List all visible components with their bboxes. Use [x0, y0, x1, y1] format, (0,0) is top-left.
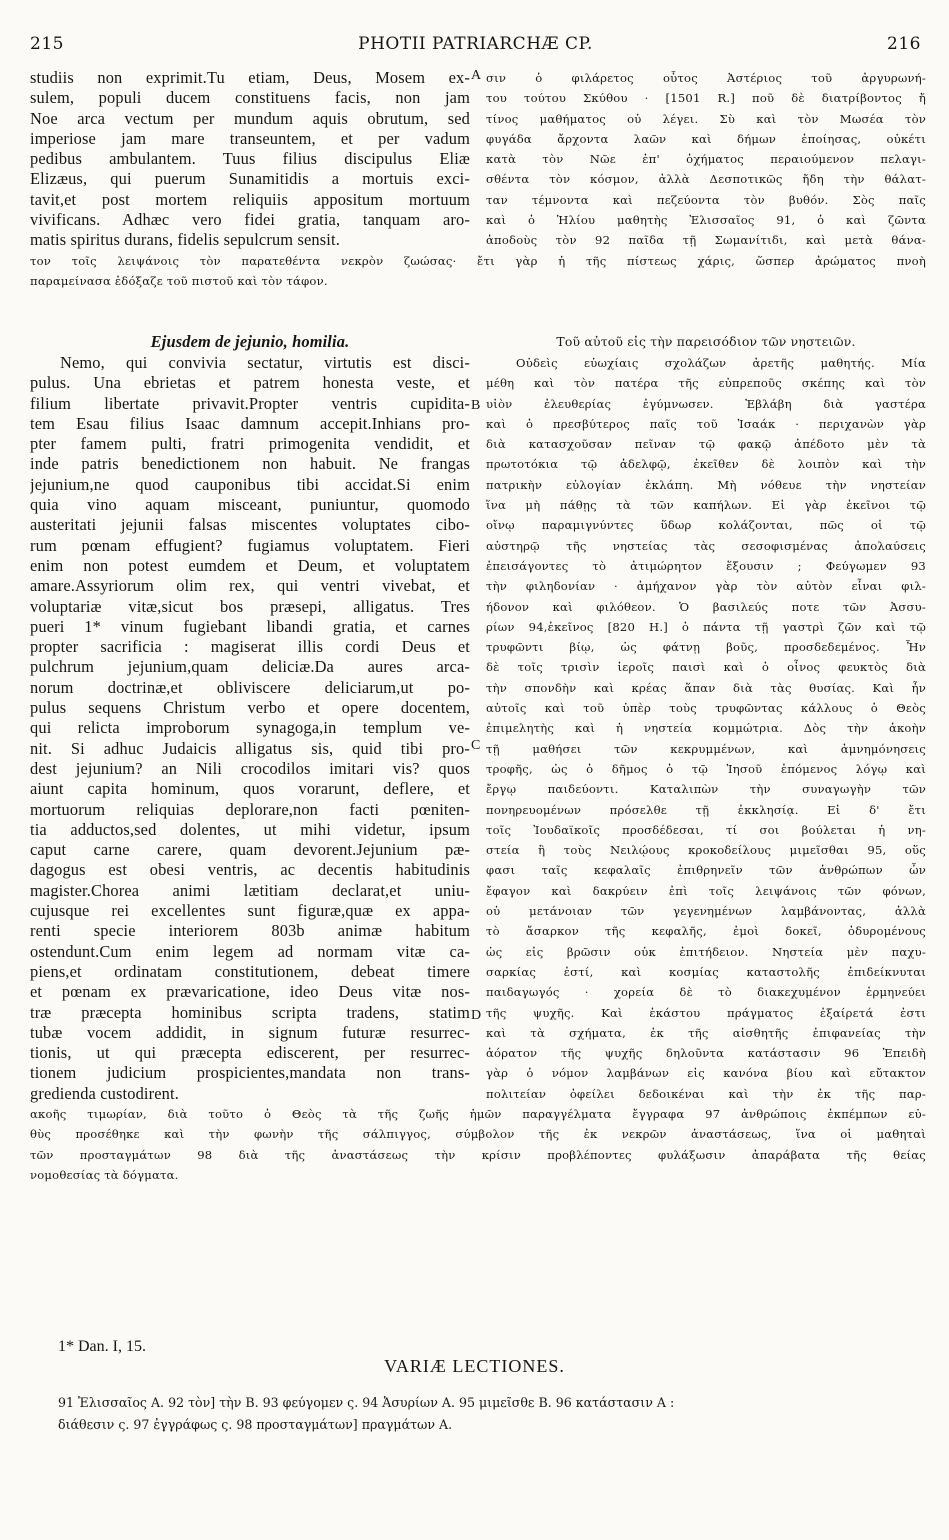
text-line: filium libertate privavit.Propter ventris cupidita- — [30, 393, 470, 413]
variant-reading-line: 91 Ἐλισσαῖος A. 92 τὸν] τὴν B. 93 φεύγομεν ς. 94 Ἀσυρίων A. 95 μιμεῖσθε B. 96 κατάστασιν A : — [58, 1395, 675, 1410]
text-line: inde patris benedictionem non habuit. Ne frangas — [30, 454, 470, 474]
text-line: υἱὸν ἐλευθερίας ἐγύμνωσεν. Ἐβλάβη διὰ γαστέρα — [486, 396, 926, 411]
text-line: γὰρ ὁ νόμον λαμβάνων εἰς κανόνα βίου καὶ εὔτακτον — [486, 1066, 926, 1081]
margin-letter-c: C — [471, 738, 481, 753]
text-line: Nemo, qui convivia sectatur, virtutis est disci- — [60, 353, 470, 372]
text-line: παιδαγωγός · χορεία δὲ τὸ διακεχυμένον ἑρμηνεύει — [486, 985, 926, 1000]
text-line: τῇ μαθήσει τῶν κεκρυμμένων, καὶ ἀμνημόνησεις — [486, 741, 926, 756]
text-line: voluptariæ vitæ,sicut bos præsepi, alligatus. Tres — [30, 596, 470, 616]
text-line: caput carne carere, quam devorent.Jejunium pæ- — [30, 840, 470, 860]
text-line: quia vino aquam misceant, puniuntur, quomodo — [30, 495, 470, 515]
text-line: renti specie interiorem 803b animæ habitum — [30, 921, 470, 941]
text-line: του τούτου Σκύθου · [1501 R.] ποῦ δὲ διατρίβοντος ἤ — [486, 91, 926, 106]
latin-homily-title — [30, 332, 470, 352]
text-line: amare.Assyriorum olim rex, qui ventri vivebat, et — [30, 576, 470, 596]
text-line: matis spiritus durans, fidelis sepulcrum sensit. — [30, 230, 340, 250]
text-line: pter famem pulti, fratri primogenita vendidit, et — [30, 434, 470, 454]
text-line: pueri 1* vinum fugiebant libandi gratia, et carnes — [30, 616, 470, 636]
latin-column-main — [30, 353, 470, 1104]
text-line: Elizæus, qui puerum Sunamitidis a mortuis exci- — [30, 169, 470, 189]
text-line: studiis non exprimit.Tu etiam, Deus, Mosem ex- — [30, 68, 470, 87]
text-line: dagogus est obesi ventris, ac decentis habitudinis — [30, 860, 470, 880]
text-line: tem Esau filius Isaac damnum accepit.Inhians pro- — [30, 413, 470, 433]
text-line: tionem judicium prospicientes,mandata non trans- — [30, 1063, 470, 1083]
text-line: οἴνῳ παραμιγνύντες ὕδωρ κολάζονται, πῶς οἱ τῷ — [486, 518, 926, 533]
page-number-right: 216 — [887, 34, 921, 54]
text-line: καὶ τὰ σχήματα, ἐκ τῆς αἰσθητῆς ἐπιφανείας τὴν — [486, 1025, 926, 1040]
text-line: ήδονον καὶ φιλόθεον. Ὁ βασιλεύς ποτε τῶν Ἀσσυ- — [486, 599, 926, 614]
text-line: ἔργῳ παιδεύοντι. Καταλιπὼν τὴν συναγωγὴν τῶν — [486, 782, 926, 797]
text-line: αὐτοῖς καὶ τοῦ ὑπὲρ τοὺς τρυφῶντας κάλλους ὁ Θεὸς — [486, 701, 926, 716]
greek-homily-title-text: Τοῦ αὐτοῦ εἰς τὴν παρεισόδιον τῶν νηστειῶν. — [556, 334, 856, 349]
margin-letter-a: A — [471, 68, 482, 83]
text-line: στεία ἢ τοὺς Νειλῴους κροκοδείλους μιμεῖσθαι 95, οὕς — [486, 843, 926, 858]
variae-lectiones — [58, 1392, 928, 1436]
text-line: τίνος μαθήματος οὐ λέγει. Σὺ καὶ τὸν Μωσέα τὸν — [486, 111, 926, 126]
text-line: pulus sequens Christum verbo et opere docentem, — [30, 698, 470, 718]
page-number-left: 215 — [30, 34, 64, 54]
text-line: sulem, populi ducem constituens facis, non jam — [30, 88, 470, 108]
text-line: mortuorum reliquias deplorare,non facti pœniten- — [30, 799, 470, 819]
text-line: σιν ὁ φιλάρετος οὗτος Ἀστέριος τοῦ ἀργυρωνή- — [486, 71, 926, 85]
greek-fullwidth-continuation-2 — [30, 1104, 926, 1185]
text-line: πονηρευομένων πρόσελθε τῇ ἐκκλησίᾳ. Εἰ δ' ἔτι — [486, 802, 926, 817]
text-line: træ præcepta hominibus scripta tradens, statim — [30, 1002, 470, 1022]
running-title: PHOTII PATRIARCHÆ CP. — [358, 34, 593, 54]
text-line: nit. Si adhuc Judaicis alligatus sis, quid tibi pro- — [30, 738, 470, 758]
text-line: ἐπεισάγοντες τὸ ἀτιμώρητον ἕξουσιν ; Φεύγωμεν 93 — [486, 558, 926, 573]
text-line: pedibus ambulantem. Tuus filius discipulus Eliæ — [30, 149, 470, 169]
text-line: πατρικὴν εὐλογίαν ἐκλάπη. Μὴ νόθευε τὴν νηστείαν — [486, 477, 926, 492]
text-line: dest jejunium? an Nili crocodilos imitari vis? quos — [30, 758, 470, 778]
running-header — [30, 34, 921, 58]
latin-column-top — [30, 68, 470, 251]
latin-homily-title-text: Ejusdem de jejunio, homilia. — [150, 332, 350, 351]
text-line: πολιτείαν ὀφείλει δεδοικέναι καὶ τὴν ἐκ τῆς παρ- — [486, 1086, 926, 1101]
text-line: τοῖς Ἰουδαϊκοῖς προσδέδεσαι, τί σοι βούλεται ἡ νη- — [486, 822, 926, 837]
text-line: norum doctrinæ,et obliviscere deliciarum,ut po- — [30, 677, 470, 697]
text-line: rum pœnam effugient? fugiamus voluptatem. Fieri — [30, 535, 470, 555]
text-line: δὲ τοῖς τρισὶν ἱεροῖς παισὶ καὶ ὁ οἶνος φευκτὸς διὰ — [486, 660, 926, 675]
text-line: φασι ταῖς κεφαλαῖς ἐπιθρηνεῖν τῶν ἀνθρώπων ὧν — [486, 863, 926, 878]
text-line: τῆς ψυχῆς. Καὶ ἑκάστου πράγματος ἐξαίρετά ἐστι — [486, 1005, 926, 1020]
text-line: ακοῆς τιμωρίαν, διὰ τοῦτο ὁ Θεὸς τὰ τῆς ζωῆς ἡμῶν παραγγέλματα ἔγγραφα 97 ἀνθρώποις ἐκπέμπων εὐ- — [30, 1107, 926, 1121]
text-line: aiunt capita hominum, quos vorarunt, deflere, et — [30, 779, 470, 799]
text-line: et pœnam ex prævaricatione, ideo Deus vitæ nos- — [30, 982, 470, 1002]
text-line: κατὰ τὸν Νῶε ἐπ' ὀχήματος περαιούμενον πελαγι- — [486, 152, 926, 167]
greek-column-main — [486, 353, 926, 1104]
text-line: jejunium,ne quod cauponibus tibi accidat.Si enim — [30, 474, 470, 494]
text-line: ὡς εἰς βρῶσιν οὐκ ἐπιτήδειον. Νηστεία μὲν παχυ- — [486, 944, 926, 959]
variae-lectiones-title: VARIÆ LECTIONES. — [384, 1356, 565, 1376]
margin-letter-d: D — [471, 1008, 482, 1023]
text-line: ἀόρατον τῆς ψυχῆς δηλοῦντα κατάστασιν 96 Ἐπειδὴ — [486, 1046, 926, 1061]
text-line: θὺς προσέθηκε καὶ τὴν φωνὴν τῆς σάλπιγγος, σύμβολον τῆς ἐκ νεκρῶν ἀναστάσεως, ἵνα οἱ μαθηταὶ — [30, 1127, 926, 1142]
text-line: φυγάδα ἄρχοντα λαῶν καὶ δήμων ἐποίησας, οὐκέτι — [486, 131, 926, 146]
text-line: σαρκίας ἐστί, καὶ κοσμίας καταστολῆς ἐπιδείκνυται — [486, 964, 926, 979]
text-line: enim non potest eumdem et Deum, et voluptatem — [30, 555, 470, 575]
text-line: παραμείνασα ἐδόξαζε τοῦ πιστοῦ καὶ τὸν τάφον. — [30, 274, 328, 289]
text-line: τὸ ἄσαρκον τῆς κεφαλῆς, ἐμοὶ δοκεῖ, ὀδυρομένους — [486, 924, 926, 939]
text-line: tia adductos,sed dolentes, ut mihi videtur, ipsum — [30, 819, 470, 839]
text-line: ἀποδοὺς τὸν 92 παῖδα τῇ Σωμανίτιδι, καὶ μετὰ θάνα- — [486, 233, 926, 248]
margin-letter-b: B — [471, 398, 481, 413]
text-line: tavit,et post mortem reliquiis appositum mortuum — [30, 189, 470, 209]
text-line: τον τοῖς λειψάνοις τὸν παρατεθέντα νεκρὸν ζωώσας· ἔτι γὰρ ἡ τῆς πίστεως χάρις, ὥσπερ ἀρώματος πνοὴ — [30, 254, 926, 268]
text-line: tionis, ut qui præcepta ediscerent, per resurrec- — [30, 1043, 470, 1063]
text-line: πρωτοτόκια τῷ ἀδελφῷ, ἐκεῖθεν δὲ λοιπὸν καὶ τὴν — [486, 457, 926, 472]
greek-column-top — [486, 68, 926, 251]
text-line: pulchrum jejunium,quam deliciæ.Da aures arca- — [30, 657, 470, 677]
footnote: 1* Dan. I, 15. — [58, 1338, 146, 1355]
text-line: magister.Chorea animi lætitiam declarat,et uniu- — [30, 880, 470, 900]
text-line: ρίων 94,ἐκεῖνος [820 H.] ὁ πάντα τῇ γαστρὶ ζῶν καὶ τῷ — [486, 619, 926, 634]
text-line: pulus. Una ebrietas et patrem honesta veste, et — [30, 373, 470, 393]
text-line: imperiose jam mare transeuntem, et per vadum — [30, 128, 470, 148]
text-line: σθέντα τὸν κόσμον, ἀλλὰ Δεσποτικῶς ἤδη τὴν θάλατ- — [486, 172, 926, 187]
greek-homily-title — [486, 332, 926, 352]
text-line: ταν τέμνοντα καὶ πεζεύοντα τὸν βυθόν. Σὸς παῖς — [486, 192, 926, 207]
text-line: τῶν προσταγμάτων 98 διὰ τῆς ἀναστάσεως τὴν κρίσιν προβλέποντες φυλάξωσιν ἀπαράβατα τῆς θείας — [30, 1147, 926, 1162]
text-line: μέθη καὶ τὸν πατέρα τῆς εὐπρεποῦς σκέπης καὶ τὸν — [486, 376, 926, 391]
text-line: Οὐδεὶς εὐωχίαις σχολάζων ἀρετῆς μαθητής. Μία — [516, 356, 926, 370]
text-line: νομοθεσίας τὰ δόγματα. — [30, 1167, 179, 1182]
text-line: qui relicta improborum synagoga,in templum ve- — [30, 718, 470, 738]
text-line: tubæ vocem addidit, in signum futuræ resurrec- — [30, 1022, 470, 1042]
text-line: propter sacrificia : magiserat illis cordi Deus et — [30, 637, 470, 657]
text-line: gredienda custodirent. — [30, 1083, 179, 1103]
text-line: ἔφαγον καὶ δακρύειν ἐπὶ τοῖς λειψάνοις τῶν φόνων, — [486, 883, 926, 898]
text-line: austeritati jejunii falsas miscentes voluptates cibo- — [30, 515, 470, 535]
text-line: τροφῆς, ὡς ὁ δῆμος ὁ τῷ Ἰησοῦ ἑπόμενος λόγῳ καὶ — [486, 761, 926, 776]
text-line: διὰ κατασχοῦσαν πεῖναν τῷ φακῷ ἀπέδοτο μὲν τὰ — [486, 437, 926, 452]
text-line: αὐστηρῷ τῆς νηστείας τὰς σεσοφισμένας ἀπολαύσεις — [486, 538, 926, 553]
text-line: piens,et ordinatam constitutionem, debeat timere — [30, 961, 470, 981]
text-line: καὶ ὁ Ἡλίου μαθητὴς Ἐλισσαῖος 91, ὁ καὶ ζῶντα — [486, 213, 926, 228]
text-line: τὴν φιληδονίαν · ἀμήχανον γὰρ τὸν αὐτὸν εἶναι φιλ- — [486, 579, 926, 594]
text-line: τρυφῶντι βίῳ, ὡς φάτνῃ βοῦς, προσδεδεμένος. Ἦν — [486, 640, 926, 655]
variant-reading-line: διάθεσιν ς. 97 ἐγγράφως ς. 98 προσταγμάτων] πραγμάτων A. — [58, 1417, 453, 1432]
text-line: ἐπιμελητὴς καὶ ἡ νηστεία κομμώτρια. Δὸς τὴν ἀκοὴν — [486, 721, 926, 736]
text-line: τὴν σπονδὴν καὶ κρέας ἅπαν διὰ τὰς θυσίας. Καὶ ἦν — [486, 680, 926, 695]
text-line: ostendunt.Cum enim legem ad normam vitæ ca- — [30, 941, 470, 961]
text-line: cujusque rei excellentes sunt figuræ,quæ ex appa- — [30, 901, 470, 921]
text-line: ἵνα μὴ πάθῃς τὰ τῶν καπήλων. Εἰ γὰρ ἐκεῖνοι τῷ — [486, 498, 926, 513]
text-line: καὶ ὁ πρεσβύτερος παῖς τοῦ Ἰσαάκ · περιχανὼν γὰρ — [486, 416, 926, 431]
text-line: Noe arca vectum per mundum aquis obrutum, sed — [30, 108, 470, 128]
text-line: vivificans. Adhæc vero fidei gratia, tanquam aro- — [30, 210, 470, 230]
text-line: οὐ μετάνοιαν τῶν γεγενημένων λαμβάνοντας, ἀλλὰ — [486, 904, 926, 919]
greek-fullwidth-continuation-1 — [30, 251, 926, 292]
